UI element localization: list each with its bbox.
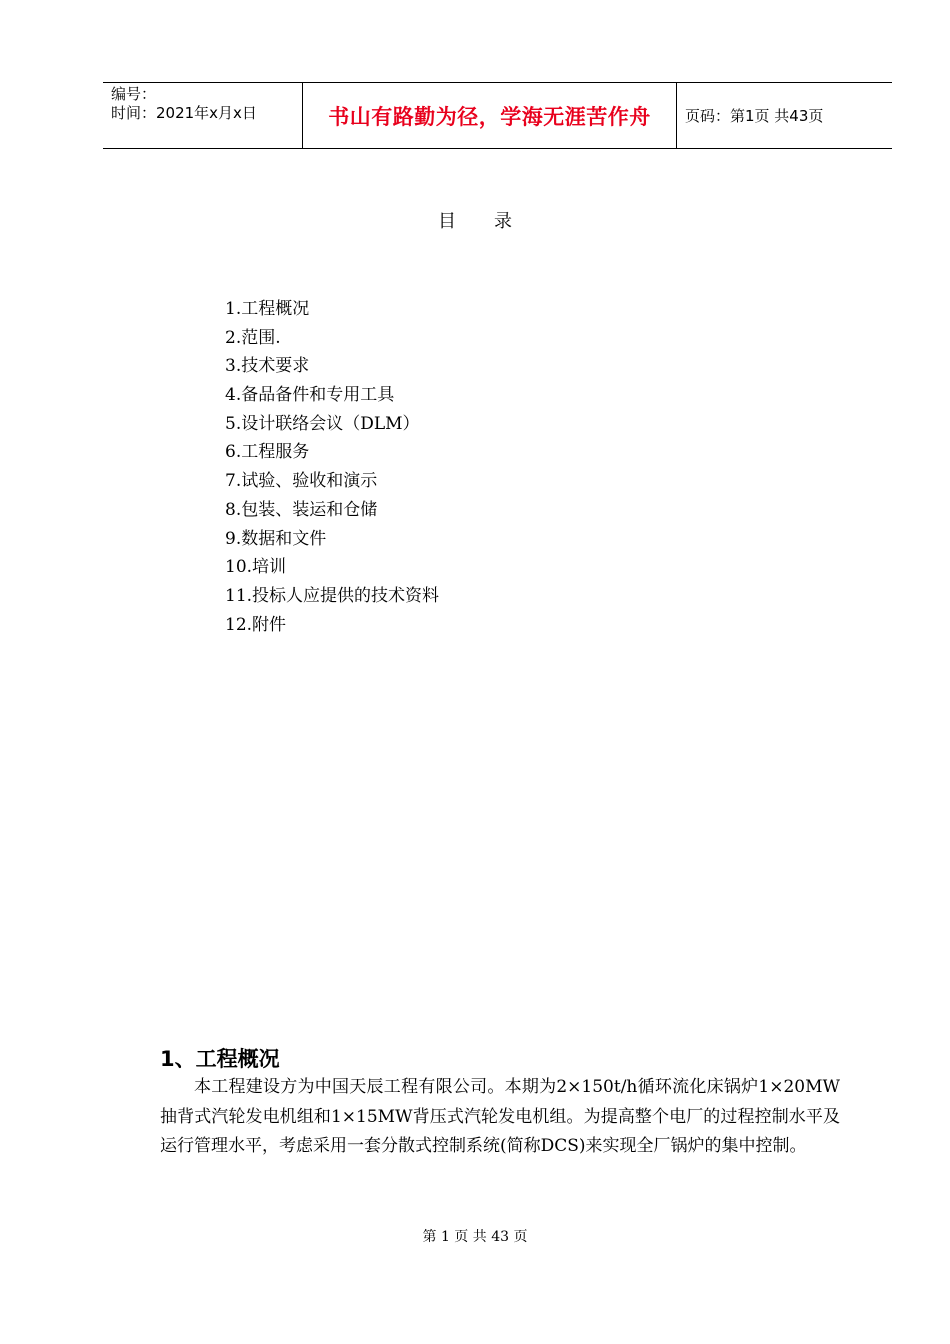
toc-title (0, 207, 950, 233)
toc-item[interactable]: 4.备品备件和专用工具 (225, 385, 395, 406)
page-info: 页码：第1页 共43页 (685, 107, 824, 125)
toc-item[interactable]: 8.包装、装运和仓储 (225, 499, 378, 520)
toc-item[interactable]: 7.试验、验收和演示 (225, 471, 378, 492)
number-label: 编号： (111, 85, 157, 103)
toc-item[interactable]: 5.设计联络会议（DLM） (225, 413, 420, 434)
page-footer: 第 1 页 共 43 页 (422, 1229, 528, 1245)
toc-item[interactable]: 6.工程服务 (225, 442, 310, 463)
toc-item[interactable]: 10.培训 (225, 557, 287, 578)
toc-title-left: 目 (438, 211, 456, 232)
document-header (103, 82, 892, 149)
toc-list (225, 295, 439, 639)
toc-item[interactable]: 12.附件 (225, 614, 287, 635)
toc-title-right: 录 (494, 211, 512, 232)
toc-item[interactable]: 11.投标人应提供的技术资料 (225, 585, 440, 606)
header-meta (103, 83, 303, 148)
section-body: 本工程建设方为中国天辰工程有限公司。本期为2×150t/h循环流化床锅炉1×20MW抽背式汽轮发电机组和1×15MW背压式汽轮发电机组。为提高整个电厂的过程控制水平及运行管理水平，考虑采用一套分散式控制系统(简称DCS)来实现全厂锅炉的集中控制。 (160, 1077, 840, 1156)
toc-item[interactable]: 3.技术要求 (225, 356, 310, 377)
toc-item[interactable]: 2.范围. (225, 327, 281, 348)
section-heading: 1、工程概况 (160, 1047, 280, 1071)
motto: 书山有路勤为径，学海无涯苦作舟 (303, 83, 677, 148)
time-label: 时间：2021年x月x日 (111, 104, 257, 122)
toc-item[interactable]: 9.数据和文件 (225, 528, 327, 549)
toc-item[interactable]: 1.工程概况 (225, 299, 310, 319)
